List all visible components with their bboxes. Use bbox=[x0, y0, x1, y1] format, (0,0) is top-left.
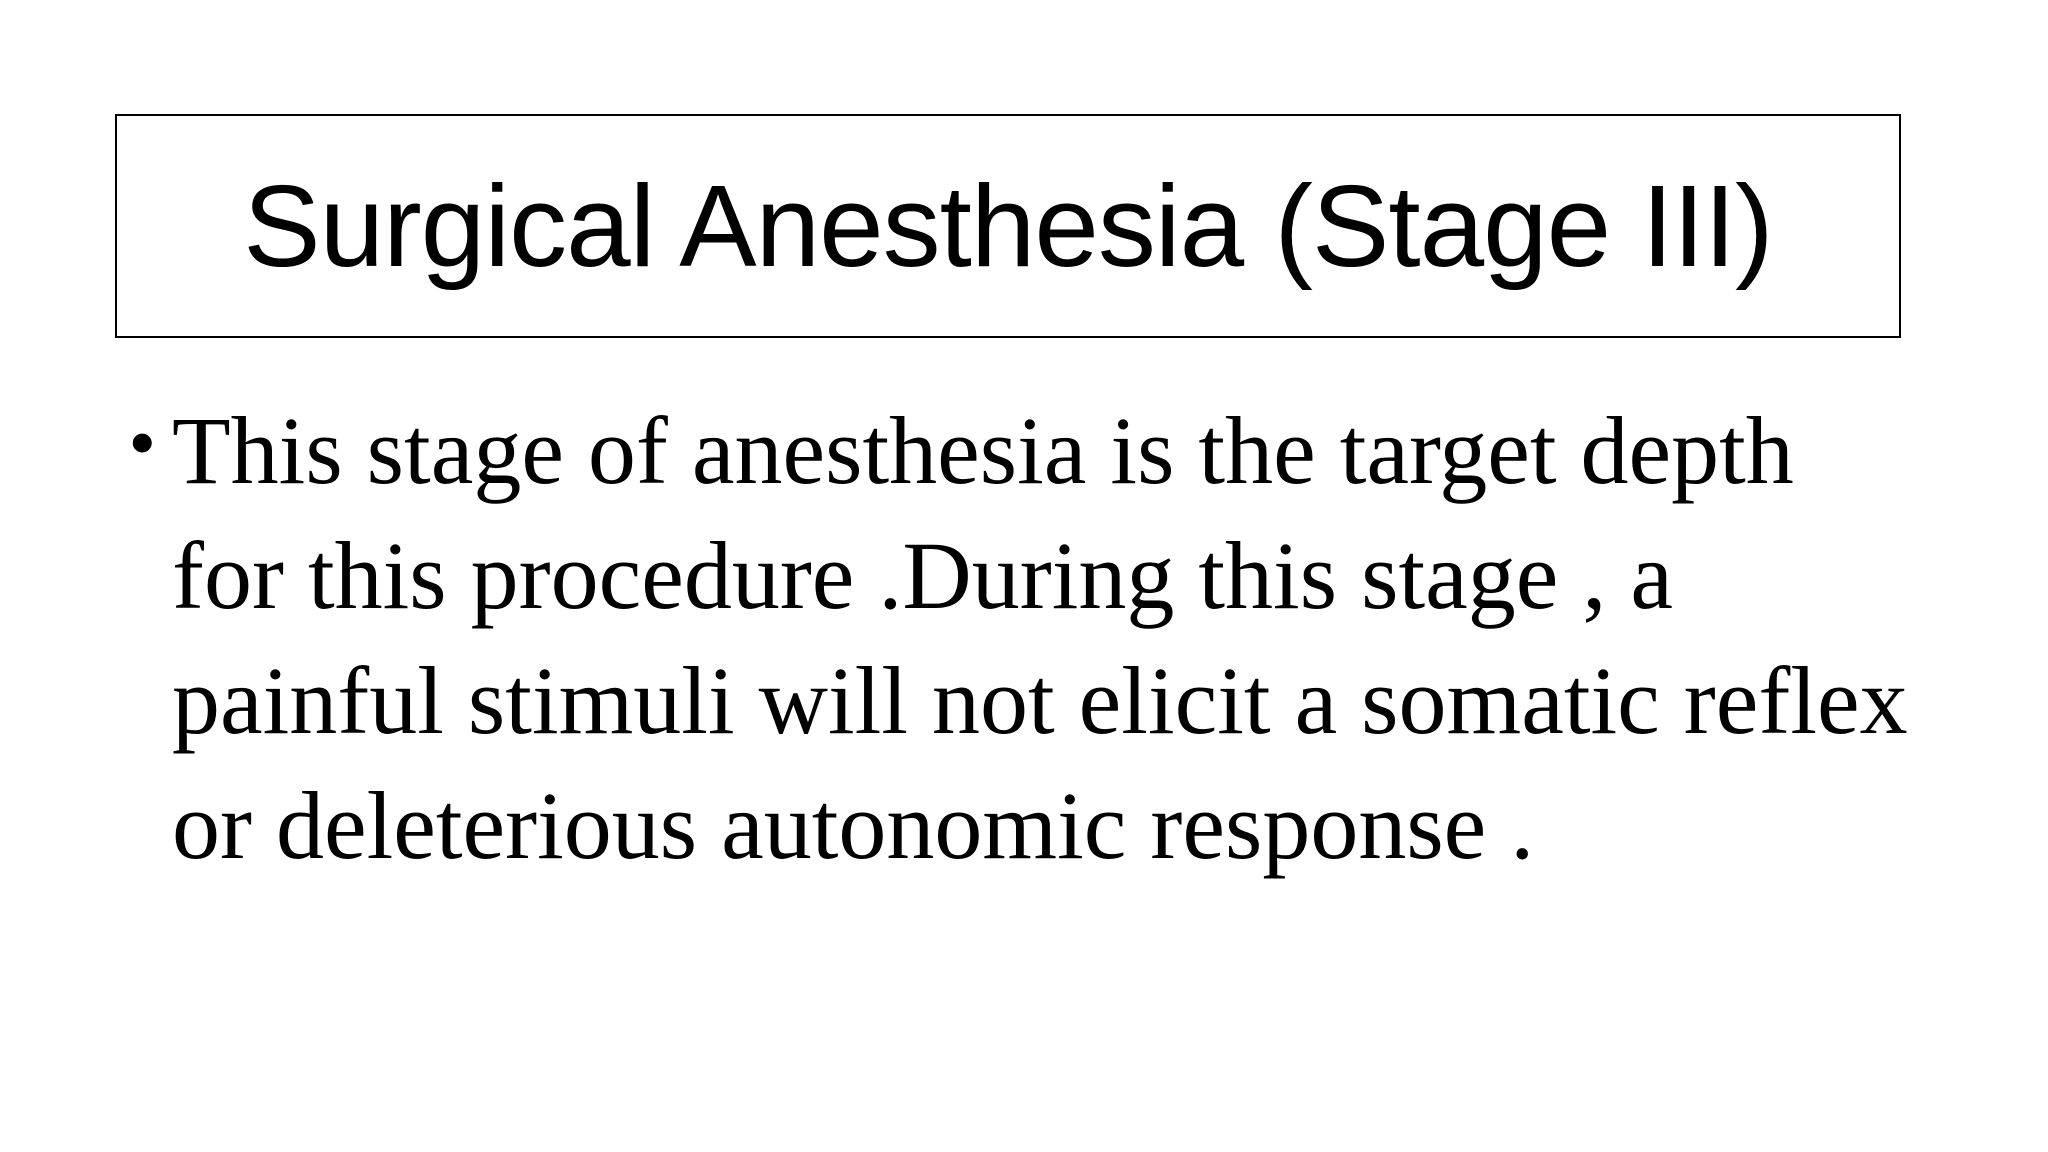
bullet-marker-icon: • bbox=[130, 403, 155, 481]
slide-title: Surgical Anesthesia (Stage III) bbox=[243, 161, 1773, 291]
title-box bbox=[115, 114, 1901, 338]
bullet-text: This stage of anesthesia is the target depth for this procedure .During this stage , a painful stimuli will not elicit a somatic reflex or deleterious autonomic response . bbox=[172, 397, 1908, 879]
bullet-list bbox=[130, 388, 1910, 888]
bullet-item bbox=[130, 388, 1910, 888]
